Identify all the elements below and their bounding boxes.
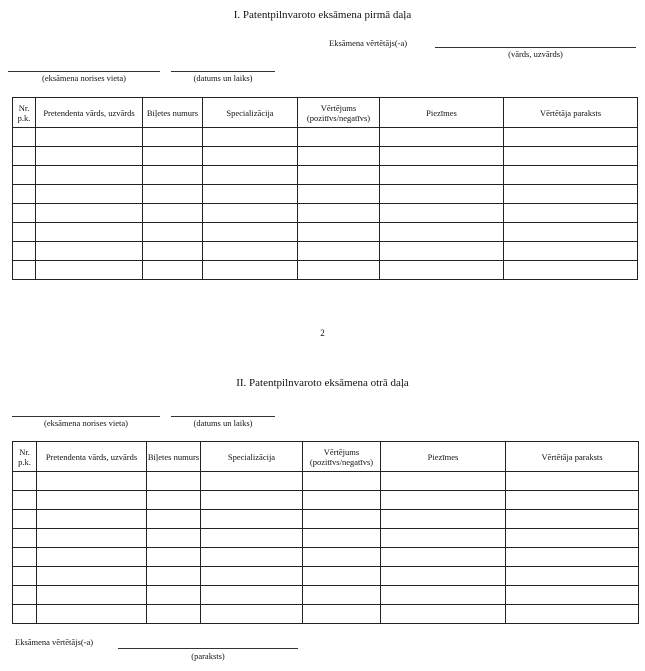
table-cell[interactable] [203, 223, 298, 242]
table-cell[interactable] [303, 567, 381, 586]
table-cell[interactable] [303, 548, 381, 567]
table-cell[interactable] [203, 261, 298, 280]
table-cell[interactable] [380, 242, 504, 261]
table-cell[interactable] [201, 491, 303, 510]
table-cell[interactable] [203, 204, 298, 223]
table-row [13, 128, 638, 147]
table-cell[interactable] [381, 529, 506, 548]
table-cell[interactable] [36, 223, 143, 242]
table-cell[interactable] [147, 472, 201, 491]
table-cell[interactable] [13, 242, 36, 261]
table-cell[interactable] [303, 491, 381, 510]
table-cell[interactable] [201, 510, 303, 529]
part1-table-body [13, 128, 638, 280]
table-cell[interactable] [13, 605, 37, 624]
table-cell[interactable] [143, 128, 203, 147]
table-cell[interactable] [203, 185, 298, 204]
table-cell[interactable] [36, 204, 143, 223]
table-cell[interactable] [36, 242, 143, 261]
table-cell[interactable] [504, 147, 638, 166]
table-cell[interactable] [37, 586, 147, 605]
table-cell[interactable] [147, 567, 201, 586]
table-row [13, 586, 639, 605]
table-cell[interactable] [298, 166, 380, 185]
table-cell[interactable] [298, 223, 380, 242]
table-cell[interactable] [504, 261, 638, 280]
part1-place-caption: (eksāmena norises vieta) [41, 73, 127, 83]
part1-examiner-name-line[interactable] [435, 47, 636, 48]
table-row [13, 567, 639, 586]
part2-signature-line[interactable] [118, 648, 298, 649]
table-cell[interactable] [303, 586, 381, 605]
part1-title: I. Patentpilnvaroto eksāmena pirmā daļa [233, 9, 412, 21]
part2-results-table [12, 441, 639, 624]
table-cell[interactable] [506, 529, 639, 548]
table-cell[interactable] [201, 472, 303, 491]
table-cell[interactable] [298, 242, 380, 261]
table-cell[interactable] [298, 261, 380, 280]
table-cell[interactable] [504, 166, 638, 185]
table-cell[interactable] [37, 548, 147, 567]
table-row [13, 204, 638, 223]
table-cell[interactable] [504, 204, 638, 223]
table-cell[interactable] [381, 491, 506, 510]
table-row [13, 166, 638, 185]
table-cell[interactable] [13, 567, 37, 586]
table-cell[interactable] [36, 261, 143, 280]
part2-examiner-label: Eksāmena vērtētājs(-a) [15, 637, 94, 647]
table-cell[interactable] [506, 567, 639, 586]
table-cell[interactable] [380, 261, 504, 280]
part1-date-caption: (datums un laiks) [193, 73, 253, 83]
table-cell[interactable] [201, 548, 303, 567]
table-cell[interactable] [504, 185, 638, 204]
table-cell[interactable] [13, 529, 37, 548]
part2-signature-caption: (paraksts) [191, 651, 225, 661]
table-cell[interactable] [298, 204, 380, 223]
table-cell[interactable] [380, 185, 504, 204]
table-cell[interactable] [303, 605, 381, 624]
table-cell[interactable] [13, 261, 36, 280]
table-cell[interactable] [380, 223, 504, 242]
column-header-notes: Piezīmes [381, 442, 506, 472]
table-cell[interactable] [506, 491, 639, 510]
table-cell[interactable] [381, 510, 506, 529]
table-cell[interactable] [380, 128, 504, 147]
table-cell[interactable] [36, 185, 143, 204]
table-cell[interactable] [143, 223, 203, 242]
table-cell[interactable] [506, 472, 639, 491]
table-cell[interactable] [37, 491, 147, 510]
table-cell[interactable] [201, 605, 303, 624]
table-cell[interactable] [303, 510, 381, 529]
table-cell[interactable] [13, 491, 37, 510]
column-header-ticket-number: Biļetes numurs [147, 442, 201, 472]
part2-title: II. Patentpilnvaroto eksāmena otrā daļa [236, 377, 409, 389]
table-cell[interactable] [36, 147, 143, 166]
table-row [13, 529, 639, 548]
table-cell[interactable] [147, 529, 201, 548]
table-cell[interactable] [37, 529, 147, 548]
part1-results-table [12, 97, 638, 280]
table-cell[interactable] [506, 510, 639, 529]
table-cell[interactable] [201, 586, 303, 605]
part2-table-body [13, 472, 639, 624]
table-row [13, 185, 638, 204]
table-cell[interactable] [37, 567, 147, 586]
table-cell[interactable] [37, 472, 147, 491]
table-cell[interactable] [504, 128, 638, 147]
part1-examiner-label: Eksāmena vērtētājs(-a) [329, 38, 408, 48]
table-cell[interactable] [13, 204, 36, 223]
column-header-examiner-signature: Vērtētāja paraksts [506, 442, 639, 472]
table-cell[interactable] [203, 242, 298, 261]
column-header-specialization: Specializācija [203, 98, 298, 128]
column-header-nr: Nr. p.k. [13, 98, 36, 128]
table-row [13, 605, 639, 624]
table-cell[interactable] [506, 586, 639, 605]
column-header-assessment: Vērtējums (pozitīvs/negatīvs) [303, 442, 381, 472]
table-cell[interactable] [506, 548, 639, 567]
table-cell[interactable] [298, 185, 380, 204]
table-cell[interactable] [13, 510, 37, 529]
table-cell[interactable] [147, 586, 201, 605]
column-header-candidate-name: Pretendenta vārds, uzvārds [37, 442, 147, 472]
part2-date-line[interactable] [171, 416, 275, 417]
table-cell[interactable] [303, 472, 381, 491]
table-cell[interactable] [201, 567, 303, 586]
table-row [13, 147, 638, 166]
part1-date-line[interactable] [171, 71, 275, 72]
table-row [13, 491, 639, 510]
table-cell[interactable] [143, 166, 203, 185]
table-cell[interactable] [147, 605, 201, 624]
column-header-nr: Nr. p.k. [13, 442, 37, 472]
table-cell[interactable] [36, 128, 143, 147]
table-cell[interactable] [381, 472, 506, 491]
column-header-assessment: Vērtējums (pozitīvs/negatīvs) [298, 98, 380, 128]
column-header-notes: Piezīmes [380, 98, 504, 128]
table-cell[interactable] [298, 147, 380, 166]
table-cell[interactable] [380, 204, 504, 223]
table-cell[interactable] [13, 147, 36, 166]
table-row [13, 510, 639, 529]
part2-place-caption: (eksāmena norises vieta) [43, 418, 129, 428]
table-cell[interactable] [380, 147, 504, 166]
table-cell[interactable] [203, 128, 298, 147]
part2-place-line[interactable] [12, 416, 160, 417]
part2-date-caption: (datums un laiks) [193, 418, 253, 428]
table-cell[interactable] [143, 185, 203, 204]
table-row [13, 261, 638, 280]
column-header-candidate-name: Pretendenta vārds, uzvārds [36, 98, 143, 128]
table-cell[interactable] [13, 472, 37, 491]
table-cell[interactable] [13, 586, 37, 605]
table-cell[interactable] [504, 242, 638, 261]
table-cell[interactable] [36, 166, 143, 185]
table-cell[interactable] [201, 529, 303, 548]
table-cell[interactable] [381, 548, 506, 567]
table-cell[interactable] [37, 605, 147, 624]
table-cell[interactable] [504, 223, 638, 242]
part1-name-caption: (vārds, uzvārds) [508, 49, 563, 59]
table-cell[interactable] [203, 166, 298, 185]
part1-place-line[interactable] [8, 71, 160, 72]
table-row [13, 223, 638, 242]
table-row [13, 472, 639, 491]
table-cell[interactable] [13, 548, 37, 567]
column-header-specialization: Specializācija [201, 442, 303, 472]
table-cell[interactable] [13, 223, 36, 242]
table-cell[interactable] [303, 529, 381, 548]
table-cell[interactable] [381, 605, 506, 624]
table-cell[interactable] [380, 166, 504, 185]
table-cell[interactable] [13, 185, 36, 204]
table-cell[interactable] [143, 242, 203, 261]
table-cell[interactable] [147, 491, 201, 510]
table-cell[interactable] [143, 147, 203, 166]
table-cell[interactable] [143, 261, 203, 280]
table-row [13, 548, 639, 567]
table-cell[interactable] [147, 510, 201, 529]
table-cell[interactable] [13, 166, 36, 185]
table-cell[interactable] [143, 204, 203, 223]
table-cell[interactable] [13, 128, 36, 147]
table-row [13, 242, 638, 261]
table-cell[interactable] [203, 147, 298, 166]
table-cell[interactable] [381, 567, 506, 586]
table-cell[interactable] [381, 586, 506, 605]
table-cell[interactable] [298, 128, 380, 147]
column-header-examiner-signature: Vērtētāja paraksts [504, 98, 638, 128]
table-cell[interactable] [147, 548, 201, 567]
table-cell[interactable] [37, 510, 147, 529]
column-header-ticket-number: Biļetes numurs [143, 98, 203, 128]
table-cell[interactable] [506, 605, 639, 624]
page-number: 2 [320, 328, 325, 338]
